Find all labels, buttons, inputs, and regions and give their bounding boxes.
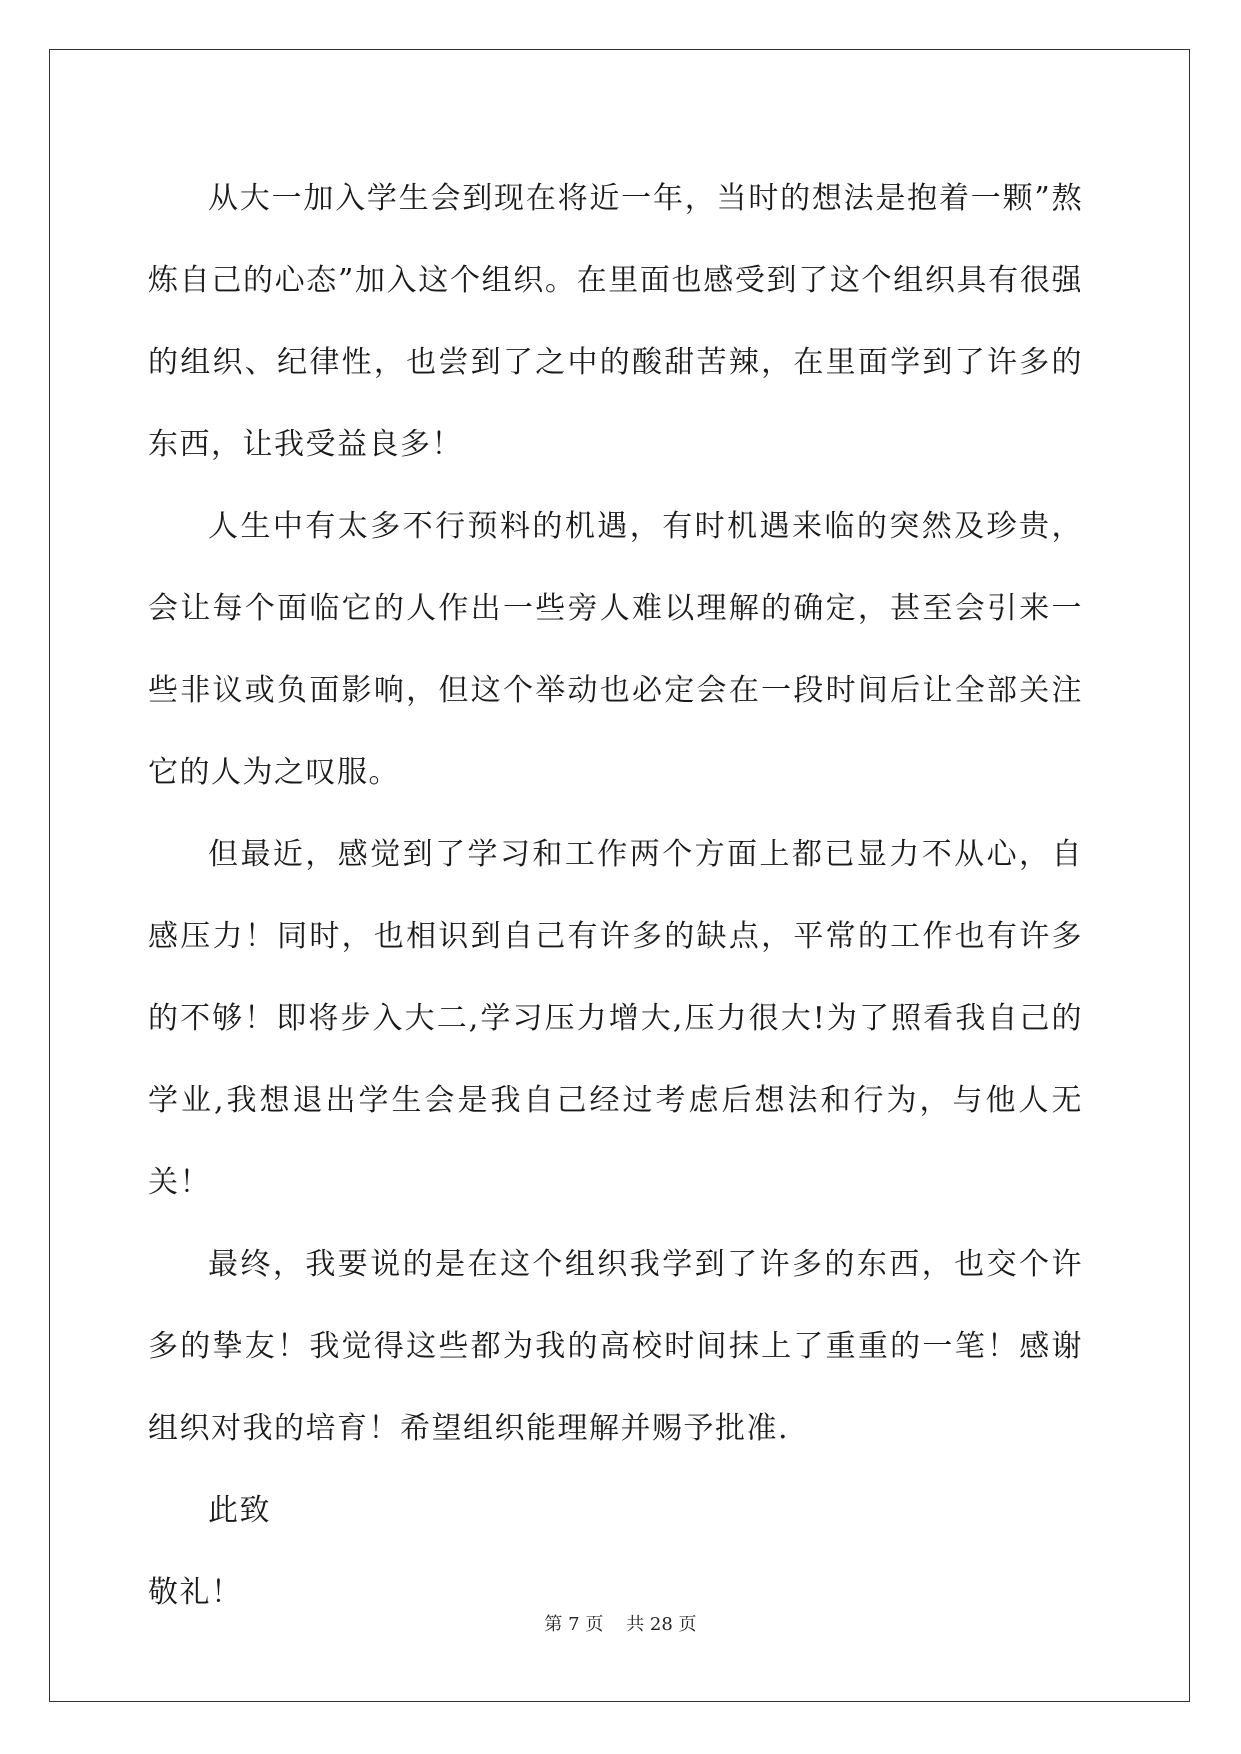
page-number-footer: 第 7 页 共 28 页 <box>544 1614 697 1635</box>
paragraph-1: 从大一加入学生会到现在将近一年，当时的想法是抱着一颗”熬炼自己的心态”加入这个组织。在里面也感受到了这个组织具有很强的组织、纪律性，也尝到了之中的酸甜苦辣，在里面学到了许多的东西，让我受益良多！ <box>148 181 1083 462</box>
closing-regards: 敬礼！ <box>148 1575 243 1610</box>
paragraph-2: 人生中有太多不行预料的机遇，有时机遇来临的突然及珍贵，会让每个面临它的人作出一些旁人难以理解的确定，甚至会引来一些非议或负面影响，但这个举动也必定会在一段时间后让全部关注它的人为之叹服。 <box>148 509 1083 790</box>
closing-salutation: 此致 <box>208 1493 271 1528</box>
paragraph-4: 最终，我要说的是在这个组织我学到了许多的东西，也交个许多的挚友！我觉得这些都为我的高校时间抹上了重重的一笔！感谢组织对我的培育！希望组织能理解并赐予批准. <box>148 1247 1083 1446</box>
paragraph-3: 但最近，感觉到了学习和工作两个方面上都已显力不从心，自感压力！同时，也相识到自己有许多的缺点，平常的工作也有许多的不够！即将步入大二,学习压力增大,压力很大!为了照看我自己的学业,我想退出学生会是我自己经过考虑后想法和行为，与他人无关！ <box>148 837 1083 1200</box>
document-body <box>148 158 1083 1634</box>
